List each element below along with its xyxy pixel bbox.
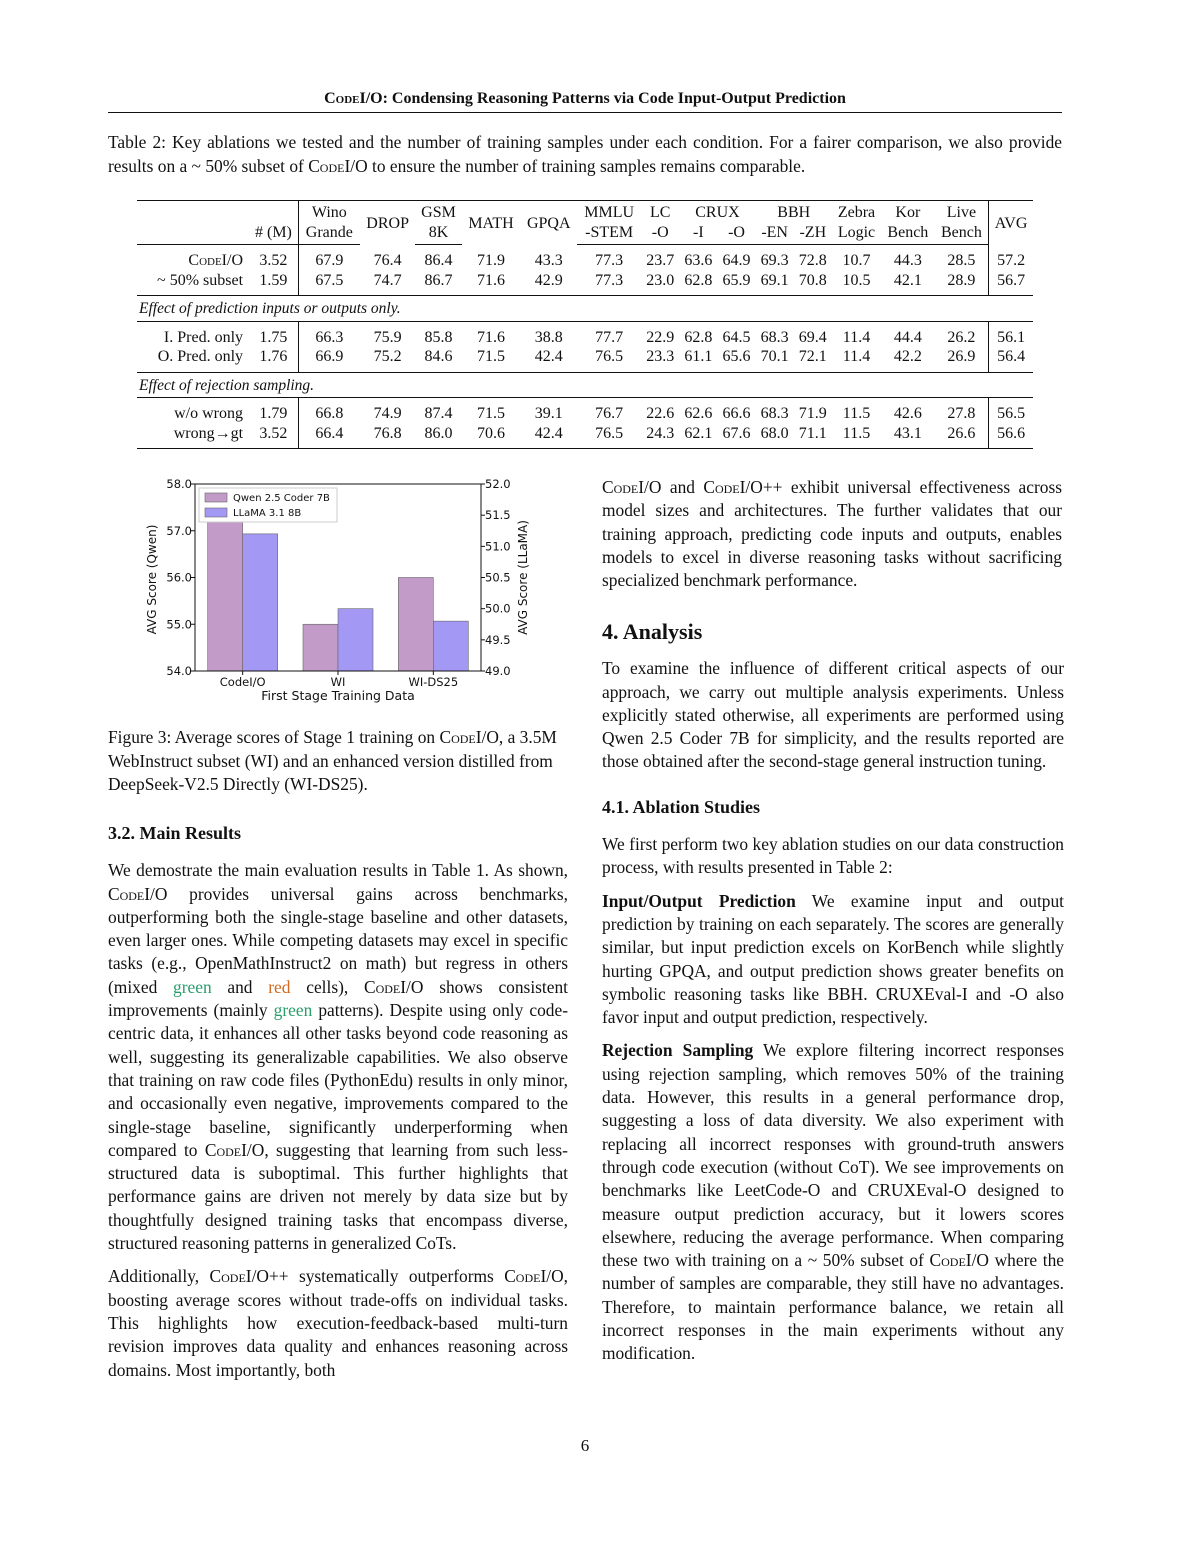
table-section-row (137, 372, 1033, 398)
table-cell: 43.3 (534, 251, 563, 269)
table-cell: 61.1 (684, 348, 713, 365)
y-tick-label-left: 55.0 (166, 617, 192, 632)
header-title: : Condensing Reasoning Patterns via Code Input-Output Prediction (382, 90, 846, 107)
table-cell: 66.4 (298, 424, 359, 449)
table-cell: 75.9 (373, 328, 402, 346)
table-cell: 68.0 (756, 424, 794, 449)
y-tick-label-left: 58.0 (166, 477, 192, 491)
table-cell: 23.7 (646, 252, 675, 269)
table-row (137, 398, 1033, 424)
table-cell: 70.6 (462, 424, 521, 449)
table-cell: 42.4 (534, 348, 563, 365)
y-tick-label-left: 56.0 (166, 570, 192, 585)
table-cell: 62.8 (684, 271, 713, 289)
table-cell: 67.6 (717, 424, 755, 449)
paragraph: Input/Output Prediction We examine input and output prediction by training on each separately. The scores are generally similar, but input prediction excels on KorBench while slightly hurting GPQA, and output prediction shows greater benefits on symbolic reasoning tasks like BBH. CRUXEval-I and -O also favor input and output prediction, respectively. (602, 890, 1065, 1028)
table-cell: 67.9 (298, 245, 359, 271)
table-cell: 71.6 (476, 271, 505, 289)
section-label: Effect of prediction inputs or outputs only. (137, 296, 1033, 322)
bar-qwen (208, 521, 243, 671)
table-cell: 23.0 (646, 271, 675, 289)
table-cell: 66.8 (298, 398, 359, 424)
table-cell-avg: 56.1 (989, 321, 1033, 347)
y-axis-label-left: AVG Score (Qwen) (145, 524, 159, 635)
legend-swatch (205, 493, 227, 502)
row-label: ~ 50% subset (157, 271, 244, 289)
table-cell: 74.7 (373, 271, 402, 289)
bar-qwen (303, 624, 338, 671)
table-cell: 68.3 (760, 328, 789, 346)
table-cell: 76.5 (595, 348, 624, 365)
table-cell: 1.79 (259, 405, 288, 422)
table-cell: 22.6 (646, 405, 675, 422)
table-cell: 42.6 (893, 405, 922, 422)
table-cell: 42.1 (893, 271, 922, 289)
table-cell: 86.0 (415, 424, 461, 449)
row-label: I. Pred. only (163, 328, 244, 346)
table-row (137, 271, 1033, 296)
table-cell: 65.9 (722, 271, 751, 289)
table-cell: 26.2 (947, 328, 976, 346)
table-cell-avg: 56.6 (989, 424, 1033, 449)
table-cell: 1.75 (259, 328, 288, 346)
table-cell: 76.5 (577, 424, 641, 449)
y-tick-label-right: 49.0 (485, 664, 511, 678)
legend-swatch (205, 508, 227, 517)
y-tick-label-right: 51.5 (485, 508, 511, 523)
table-cell: 62.6 (684, 405, 713, 422)
paragraph: We demostrate the main evaluation results in Table 1. As shown, CodeI/O provides universal gains across benchmarks, outperforming both the single-stage baseline and other datasets, even larger ones. While competing datasets may excel in specific tasks (e.g., OpenMathInstruct2 on math) but regress in others (mixed green and red cells), CodeI/O shows consistent improvements (mainly green patterns). Despite using only code-centric data, it enhances all other tasks beyond code reasoning as well, suggesting its generalizable capabilities. We also observe that training on raw code files (PythonEdu) results in only minor, and occasionally even negative, improvements compared to the single-stage baseline, significantly underperforming when compared to CodeI/O, suggesting that learning from such less-structured data is suboptimal. This further highlights that performance gains are driven not merely by data size but by thoughtfully designed training tasks that encompass diverse, structured reasoning patterns in generalized CoTs. (108, 860, 568, 1254)
table-cell: 69.4 (798, 328, 827, 346)
table-cell: 64.5 (722, 328, 751, 346)
y-tick-label-left: 54.0 (166, 664, 192, 678)
x-tick-label: WI-DS25 (408, 675, 459, 689)
table-cell: 39.1 (534, 405, 563, 422)
table-cell-avg: 56.7 (989, 271, 1033, 296)
bar-chart (137, 470, 537, 710)
table-cell: 72.1 (798, 348, 827, 365)
table-cell: 76.7 (595, 405, 624, 422)
table-cell: 43.1 (881, 424, 934, 449)
bar-llama (243, 534, 278, 671)
table-cell: 84.6 (424, 348, 453, 365)
subsection-heading-ablation: 4.1. Ablation Studies (602, 796, 761, 817)
table-cell: 3.52 (249, 424, 298, 449)
bar-llama (338, 609, 373, 671)
section-heading-main-results: 3.2. Main Results (108, 823, 242, 843)
table-row (137, 347, 1033, 372)
table-cell: 1.76 (259, 348, 288, 365)
table-cell: 66.6 (722, 405, 751, 422)
paragraph: CodeI/O and CodeI/O++ exhibit universal effectiveness across model sizes and architectures. The further validates that our training approach, predicting code inputs and outputs, enables models to excel in diverse reasoning tasks without sacrificing specialized benchmark performance. (602, 477, 1062, 591)
y-tick-label-right: 51.0 (485, 539, 511, 554)
table-cell: 62.8 (684, 328, 713, 346)
table-cell: 23.3 (646, 348, 675, 365)
bar-llama (433, 621, 468, 671)
table-cell: 69.1 (760, 271, 789, 289)
table-cell: 71.1 (794, 424, 832, 449)
table-cell: 26.9 (947, 348, 976, 365)
table-cell: 71.5 (476, 405, 505, 422)
y-tick-label-right: 49.5 (485, 632, 511, 647)
y-tick-label-right: 52.0 (485, 477, 511, 491)
table-cell: 68.3 (760, 405, 789, 422)
table-cell: 77.3 (595, 271, 624, 289)
table-cell: 28.5 (947, 252, 976, 269)
y-tick-label-right: 50.0 (485, 601, 511, 616)
paragraph: Rejection Sampling We explore filtering incorrect responses using rejection sampling, which removes 50% of the training data. However, this results in a general performance drop, suggesting a loss of data diversity. We also experiment with replacing all incorrect responses with ground-truth answers through code execution (without CoT). We see improvements on benchmarks like LeetCode-O and CRUXEval-O designed to measure output prediction accuracy, but it lowers scores elsewhere, reducing the average performance. When comparing these two with training on a ~ 50% subset of CodeI/O where the number of samples are comparable, they still have no advantages. Therefore, to maintain performance balance, we retain all incorrect responses in the main experiments without any modification. (602, 1040, 1064, 1364)
running-header (108, 90, 1062, 113)
table-cell: 77.3 (595, 252, 624, 269)
table-cell: 62.1 (679, 424, 717, 449)
section-heading-analysis: 4. Analysis (602, 619, 703, 644)
paragraph: To examine the influence of different critical aspects of our approach, we carry out multiple analysis experiments. Unless explicitly stated otherwise, all experiments are performed using Qwen 2.5 Coder 7B for simplicity, and the results reported are those obtained after the second-stage general instruction tuning. (602, 658, 1064, 772)
table-caption: Table 2: Key ablations we tested and the number of training samples under each condition. For a fairer comparison, we also provide results on a ~ 50% subset of CodeI/O to ensure the number of training samples remains comparable. (108, 132, 1062, 176)
table-cell: 85.8 (424, 328, 453, 346)
table-row (137, 424, 1033, 449)
table-section-row (137, 296, 1033, 322)
table-header-row-bottom: # (M) Grande 8K -STEM -O -I -O -EN -ZH Logic Bench Bench (137, 223, 1033, 245)
table-cell: 77.7 (595, 328, 624, 346)
table-cell: 10.5 (842, 271, 871, 289)
table-cell: 42.4 (520, 424, 577, 449)
table-cell-avg: 56.5 (989, 398, 1033, 424)
table-cell: 71.9 (798, 405, 827, 422)
row-label: wrong→gt (137, 424, 249, 449)
page-number: 6 (580, 1436, 590, 1455)
section-label: Effect of rejection sampling. (137, 372, 1033, 398)
table-cell: 71.9 (476, 251, 505, 269)
row-label: w/o wrong (174, 405, 244, 422)
table-cell: 11.5 (842, 405, 871, 422)
table-cell-avg: 57.2 (989, 245, 1033, 271)
paragraph: Additionally, CodeI/O++ systematically outperforms CodeI/O, boosting average scores without trade-offs on individual tasks. This highlights how execution-feedback-based multi-turn revision improves data quality and enhances reasoning across domains. Most importantly, both (108, 1266, 569, 1380)
table-cell: 1.59 (259, 271, 288, 289)
table-cell: 22.9 (646, 328, 675, 346)
table-cell: 86.7 (424, 271, 453, 289)
table-cell: 28.9 (947, 271, 976, 289)
table-cell: 76.4 (373, 251, 402, 269)
table-cell: 70.8 (798, 271, 827, 289)
table-cell: 86.4 (424, 252, 453, 269)
table-cell: 67.5 (298, 271, 359, 296)
table-row (137, 321, 1033, 347)
x-tick-label: CodeI/O (219, 675, 266, 689)
table-cell: 63.6 (684, 252, 713, 269)
table-cell: 44.3 (893, 252, 922, 269)
table-cell: 66.3 (298, 321, 359, 347)
table-cell: 27.8 (947, 405, 976, 422)
table-cell: 10.7 (842, 252, 871, 269)
header-title-smallcaps: CodeI/O (324, 90, 383, 107)
right-column-top (602, 476, 1062, 592)
table-cell: 72.8 (798, 252, 827, 269)
table-row (137, 245, 1033, 271)
legend-label: LLaMA 3.1 8B (233, 508, 302, 519)
table-cell: 11.5 (832, 424, 881, 449)
table-body (137, 245, 1033, 449)
ablation-table (137, 200, 1033, 449)
table-cell: 44.4 (893, 328, 922, 346)
row-label: CodeI/O (188, 252, 244, 269)
table-cell: 24.3 (641, 424, 679, 449)
y-tick-label-left: 57.0 (166, 523, 192, 538)
table-cell-avg: 56.4 (989, 347, 1033, 372)
table-cell: 65.6 (722, 348, 751, 365)
table-cell: 26.6 (935, 424, 989, 449)
table-cell: 71.5 (476, 348, 505, 365)
table-cell: 38.8 (534, 328, 563, 346)
figure-caption: Figure 3: Average scores of Stage 1 training on CodeI/O, a 3.5M WebInstruct subset (WI) and an enhanced version distilled from DeepSeek-V2.5 Directly (WI-DS25). (108, 727, 557, 794)
x-tick-label: WI (330, 675, 346, 689)
bar-qwen (398, 578, 433, 672)
table-cell: 71.6 (476, 328, 505, 346)
table-cell: 64.9 (722, 252, 751, 269)
table-cell: 69.3 (760, 252, 789, 269)
table-cell: 87.4 (424, 405, 453, 422)
table-cell: 74.9 (373, 405, 402, 422)
row-label: O. Pred. only (157, 348, 244, 365)
table-cell: 70.1 (760, 348, 789, 365)
y-tick-label-right: 50.5 (485, 570, 511, 585)
table-cell: 11.4 (842, 328, 871, 346)
left-column (108, 822, 568, 1382)
paragraph: We first perform two key ablation studies on our data construction process, with results presented in Table 2: (602, 834, 1064, 878)
table-cell: 3.52 (259, 252, 288, 269)
legend-label: Qwen 2.5 Coder 7B (233, 493, 330, 504)
table-header-row-top: Wino DROP GSM MATH GPQA MMLU LC CRUX BBH Zebra Kor Live AVG (137, 201, 1033, 223)
right-column (602, 620, 1064, 1366)
y-axis-label-right: AVG Score (LLaMA) (516, 520, 530, 635)
table-cell: 76.8 (360, 424, 416, 449)
table-cell: 42.2 (893, 348, 922, 365)
x-axis-label: First Stage Training Data (261, 688, 415, 703)
table-cell: 11.4 (842, 348, 871, 365)
table-cell: 75.2 (373, 348, 402, 365)
table-cell: 66.9 (298, 347, 359, 372)
table-cell: 42.9 (534, 271, 563, 289)
